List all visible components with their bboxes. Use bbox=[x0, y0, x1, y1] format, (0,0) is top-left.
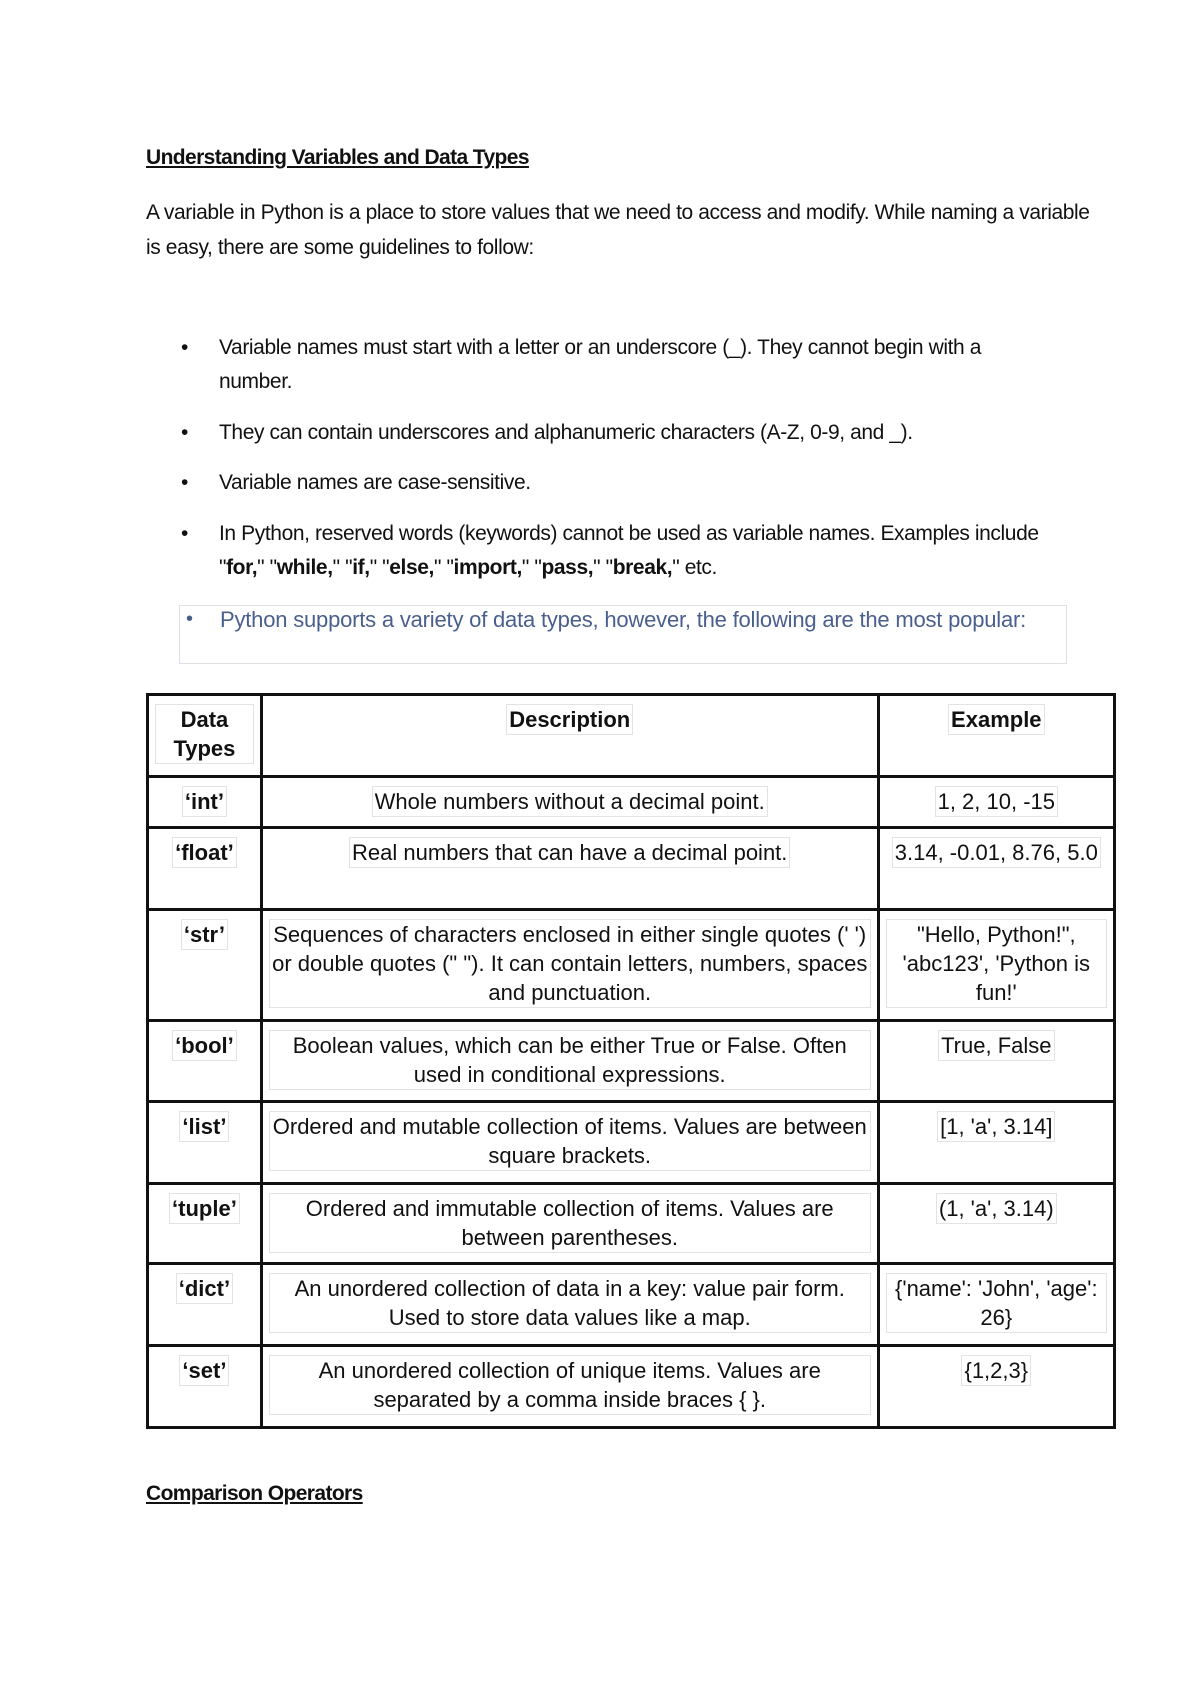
example-cell-text: 3.14, -0.01, 8.76, 5.0 bbox=[892, 837, 1101, 868]
comparison-operators-heading: Comparison Operators bbox=[146, 1482, 363, 1505]
description-cell-text: Sequences of characters enclosed in either single quotes (' ') or double quotes (" "). It can contain letters, numbers, spaces and punctuation. bbox=[269, 919, 871, 1008]
data-types-table bbox=[146, 693, 1116, 1429]
type-cell bbox=[148, 910, 262, 1021]
table-row bbox=[148, 777, 1115, 828]
type-cell bbox=[148, 1264, 262, 1346]
table-row bbox=[148, 1184, 1115, 1264]
keywords-suffix: etc. bbox=[684, 556, 717, 579]
example-cell-text: (1, 'a', 3.14) bbox=[936, 1193, 1057, 1224]
keyword: else, bbox=[389, 556, 434, 579]
type-cell-text: ‘str’ bbox=[181, 919, 228, 950]
table-row bbox=[148, 1021, 1115, 1102]
description-cell bbox=[261, 1102, 878, 1184]
keyword: for, bbox=[226, 556, 258, 579]
description-cell-text: An unordered collection of data in a key: value pair form. Used to store data values like a map. bbox=[269, 1273, 871, 1333]
header-description: Description bbox=[506, 704, 633, 735]
table-row bbox=[148, 828, 1115, 910]
description-cell-text: Whole numbers without a decimal point. bbox=[372, 786, 768, 817]
keywords-prefix: In Python, reserved words (keywords) cannot be used as variable names. Examples include " bbox=[219, 522, 1039, 579]
type-cell-text: ‘dict’ bbox=[176, 1273, 233, 1304]
list-item: • Variable names must start with a letter or an underscore (_). They cannot begin with a number. bbox=[219, 331, 1059, 399]
description-cell bbox=[261, 1264, 878, 1346]
example-cell bbox=[878, 777, 1114, 828]
type-cell bbox=[148, 1346, 262, 1428]
description-cell-text: An unordered collection of unique items. Values are separated by a comma inside braces { }. bbox=[269, 1355, 871, 1415]
example-cell-text: 1, 2, 10, -15 bbox=[935, 786, 1058, 817]
table-row bbox=[148, 1102, 1115, 1184]
type-cell-text: ‘list’ bbox=[179, 1111, 229, 1142]
example-cell-text: {'name': 'John', 'age': 26} bbox=[886, 1273, 1107, 1333]
description-cell-text: Boolean values, which can be either True or False. Often used in conditional expressions. bbox=[269, 1030, 871, 1090]
example-cell bbox=[878, 1264, 1114, 1346]
example-cell-text: {1,2,3} bbox=[961, 1355, 1031, 1386]
description-cell-text: Real numbers that can have a decimal point. bbox=[349, 837, 790, 868]
table-row bbox=[148, 1264, 1115, 1346]
type-cell bbox=[148, 1184, 262, 1264]
list-item: • They can contain underscores and alphanumeric characters (A-Z, 0-9, and _). bbox=[219, 416, 1059, 450]
highlighted-bullet-text: Python supports a variety of data types, however, the following are the most popular: bbox=[220, 607, 1027, 632]
type-cell bbox=[148, 1102, 262, 1184]
keyword: pass, bbox=[541, 556, 594, 579]
type-cell-text: ‘int’ bbox=[182, 786, 227, 817]
intro-paragraph: A variable in Python is a place to store values that we need to access and modify. While naming a variable is easy, there are some guidelines to follow: bbox=[146, 201, 1090, 259]
description-cell-text: Ordered and mutable collection of items. Values are between square brackets. bbox=[269, 1111, 871, 1171]
keyword: if, bbox=[352, 556, 370, 579]
description-cell-text: Ordered and immutable collection of items. Values are between parentheses. bbox=[269, 1193, 871, 1253]
type-cell-text: ‘set’ bbox=[179, 1355, 229, 1386]
description-cell bbox=[261, 1021, 878, 1102]
description-cell bbox=[261, 1346, 878, 1428]
section-heading: Understanding Variables and Data Types bbox=[146, 146, 529, 169]
description-cell bbox=[261, 910, 878, 1021]
type-cell-text: ‘float’ bbox=[172, 837, 237, 868]
keyword: while, bbox=[276, 556, 333, 579]
example-cell bbox=[878, 910, 1114, 1021]
highlighted-bullet bbox=[179, 605, 1067, 664]
table-header-row bbox=[148, 695, 1115, 777]
list-item: • Variable names are case-sensitive. bbox=[219, 466, 1059, 500]
bullet-icon: • bbox=[186, 608, 194, 630]
example-cell-text: [1, 'a', 3.14] bbox=[937, 1111, 1055, 1142]
table-row bbox=[148, 1346, 1115, 1428]
keyword: import, bbox=[453, 556, 522, 579]
type-cell bbox=[148, 828, 262, 910]
list-item-keywords: • In Python, reserved words (keywords) cannot be used as variable names. Examples include "for," "while," "if," "else," "import," "pass," "break," etc. bbox=[219, 517, 1059, 585]
example-cell bbox=[878, 1102, 1114, 1184]
type-cell-text: ‘tuple’ bbox=[169, 1193, 240, 1224]
type-cell bbox=[148, 777, 262, 828]
header-example: Example bbox=[948, 704, 1045, 735]
table-row bbox=[148, 910, 1115, 1021]
example-cell-text: True, False bbox=[938, 1030, 1054, 1061]
description-cell bbox=[261, 777, 878, 828]
example-cell bbox=[878, 828, 1114, 910]
example-cell bbox=[878, 1021, 1114, 1102]
header-data-types: Data Types bbox=[155, 704, 254, 764]
example-cell bbox=[878, 1346, 1114, 1428]
example-cell bbox=[878, 1184, 1114, 1264]
description-cell bbox=[261, 828, 878, 910]
example-cell-text: "Hello, Python!", 'abc123', 'Python is fun!' bbox=[886, 919, 1107, 1008]
type-cell-text: ‘bool’ bbox=[172, 1030, 237, 1061]
description-cell bbox=[261, 1184, 878, 1264]
keyword: break, bbox=[612, 556, 673, 579]
type-cell bbox=[148, 1021, 262, 1102]
